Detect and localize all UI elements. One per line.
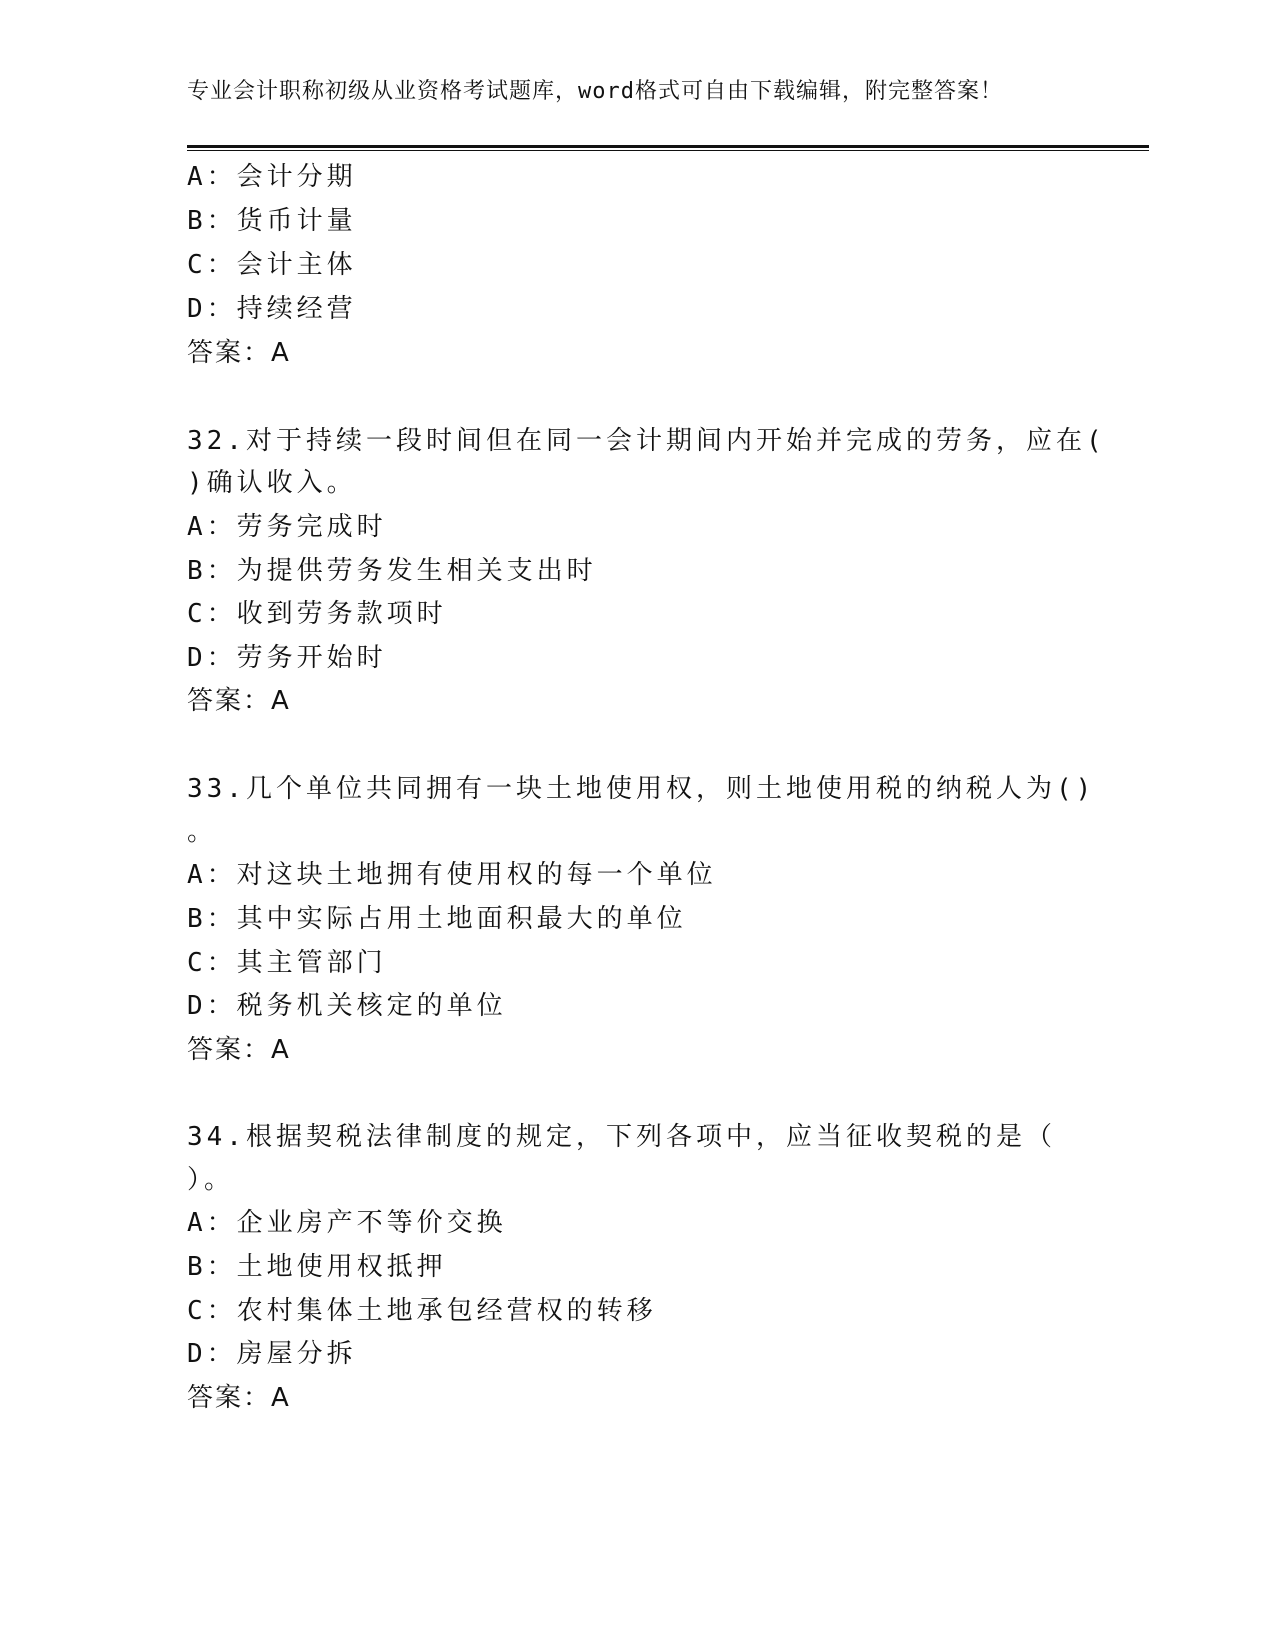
page-header: 专业会计职称初级从业资格考试题库，word格式可自由下载编辑，附完整答案！ [187,79,1003,104]
q33-option-a: A：对这块土地拥有使用权的每一个单位 [187,860,717,890]
q31-option-c: C：会计主体 [187,250,357,280]
q32-option-b: B：为提供劳务发生相关支出时 [187,556,597,586]
q32-stem-line2: )确认收入。 [187,468,357,498]
q34-option-a: A：企业房产不等价交换 [187,1208,507,1238]
q32-option-a: A：劳务完成时 [187,512,387,542]
q33-stem-line1: 33.几个单位共同拥有一块土地使用权，则土地使用税的纳税人为() [187,774,1096,804]
q31-option-b: B：货币计量 [187,206,357,236]
q34-option-c: C：农村集体土地承包经营权的转移 [187,1296,657,1326]
q31-answer: 答案：A [187,338,291,368]
q34-stem-line1: 34.根据契税法律制度的规定，下列各项中，应当征收契税的是（ [187,1122,1056,1152]
q31-option-a: A：会计分期 [187,162,357,192]
header-rule-thick [187,145,1149,148]
q33-option-b: B：其中实际占用土地面积最大的单位 [187,904,687,934]
q32-option-c: C：收到劳务款项时 [187,599,447,629]
q33-option-c: C：其主管部门 [187,948,387,978]
q33-option-d: D：税务机关核定的单位 [187,991,507,1021]
q31-option-d: D：持续经营 [187,294,357,324]
q32-answer: 答案：A [187,686,291,716]
q34-answer: 答案：A [187,1383,291,1413]
q32-option-d: D：劳务开始时 [187,643,387,673]
q32-stem-line1: 32.对于持续一段时间但在同一会计期间内开始并完成的劳务，应在( [187,426,1106,456]
q34-stem-line2: ）。 [187,1165,235,1195]
header-rule-thin [187,150,1149,151]
q33-answer: 答案：A [187,1035,291,1065]
q33-stem-line2: 。 [187,817,218,847]
q34-option-b: B：土地使用权抵押 [187,1252,447,1282]
q34-option-d: D：房屋分拆 [187,1339,357,1369]
